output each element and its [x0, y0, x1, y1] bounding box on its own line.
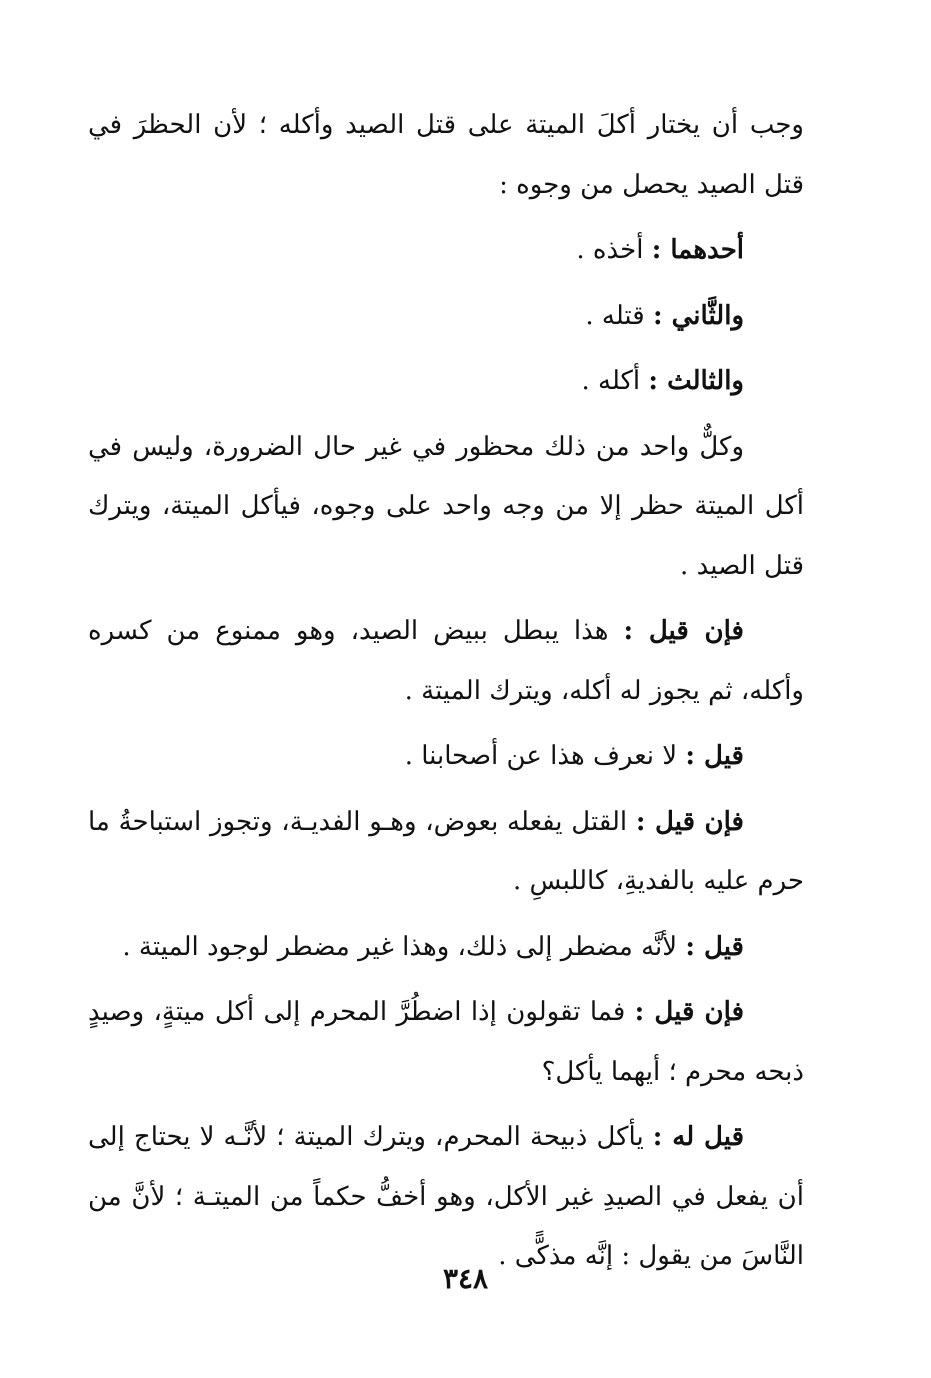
paragraph-text: القتل يفعله بعوض، وهـو الفديـة، وتجوز استباحةُ ما حرم عليه بالفديةِ، كاللبسِ .: [88, 806, 804, 896]
paragraph-text: لأنَّه مضطر إلى ذلك، وهذا غير مضطر لوجود الميتة .: [122, 931, 686, 962]
paragraph-objection-1: [88, 602, 804, 721]
page-number: ٣٤٨: [442, 1262, 489, 1295]
paragraph-reply-2: [88, 918, 804, 978]
paragraph-lead: فإن قيل :: [635, 806, 744, 837]
paragraph-ruling: [88, 418, 804, 597]
item-label: والثَّاني :: [652, 300, 744, 331]
paragraph-text: لا نعرف هذا عن أصحابنا .: [404, 741, 686, 771]
paragraph-text: هذا يبطل ببيض الصيد، وهو ممنوع من كسره وأكله، ثم يجوز له أكله، ويترك الميتة .: [88, 616, 804, 706]
paragraph-lead: قيل :: [685, 741, 744, 771]
paragraph-text: يأكل ذبيحة المحرم، ويترك الميتة ؛ لأنَّـه لا يحتاج إلى أن يفعل في الصيدِ غير الأكل، وهو أخفُّ حكماً من الميتـة ؛ لأنَّ من النَّاسَ من يقول : إنَّه مذكًّى .: [88, 1122, 804, 1271]
paragraph-lead: فإن قيل :: [634, 997, 744, 1027]
paragraph-text: وكلٌّ واحد من ذلك محظور في غير حال الضرورة، وليس في أكل الميتة حظر إلا من وجه واحد على وجوه، فيأكل الميتة، ويترك قتل الصيد .: [88, 431, 804, 581]
item-third: [88, 352, 804, 412]
paragraph-lead: قيل له :: [652, 1122, 745, 1152]
item-text: قتله .: [585, 300, 653, 331]
item-first: [88, 221, 804, 281]
paragraph-text: فما تقولون إذا اضطُرَّ المحرم إلى أكل ميتةٍ، وصيدٍ ذبحه محرم ؛ أيهما يأكل؟: [88, 997, 804, 1087]
item-label: والثالث :: [648, 366, 744, 396]
paragraph-lead: فإن قيل :: [623, 616, 744, 646]
item-second: [88, 287, 804, 347]
paragraph-text: وجب أن يختار أكلَ الميتة على قتل الصيد وأكله ؛ لأن الحظرَ في قتل الصيد يحصل من وجوه :: [88, 110, 804, 200]
item-label: أحدهما :: [651, 235, 744, 265]
item-text: أخذه .: [576, 235, 652, 265]
paragraph-objection-2: [88, 793, 804, 912]
item-text: أكله .: [581, 366, 649, 396]
paragraph-intro: [88, 96, 804, 215]
paragraph-objection-3: [88, 983, 804, 1102]
body-text: [88, 96, 804, 1293]
paragraph-reply-1: [88, 727, 804, 787]
paragraph-reply-3: [88, 1108, 804, 1287]
paragraph-lead: قيل :: [685, 931, 744, 962]
